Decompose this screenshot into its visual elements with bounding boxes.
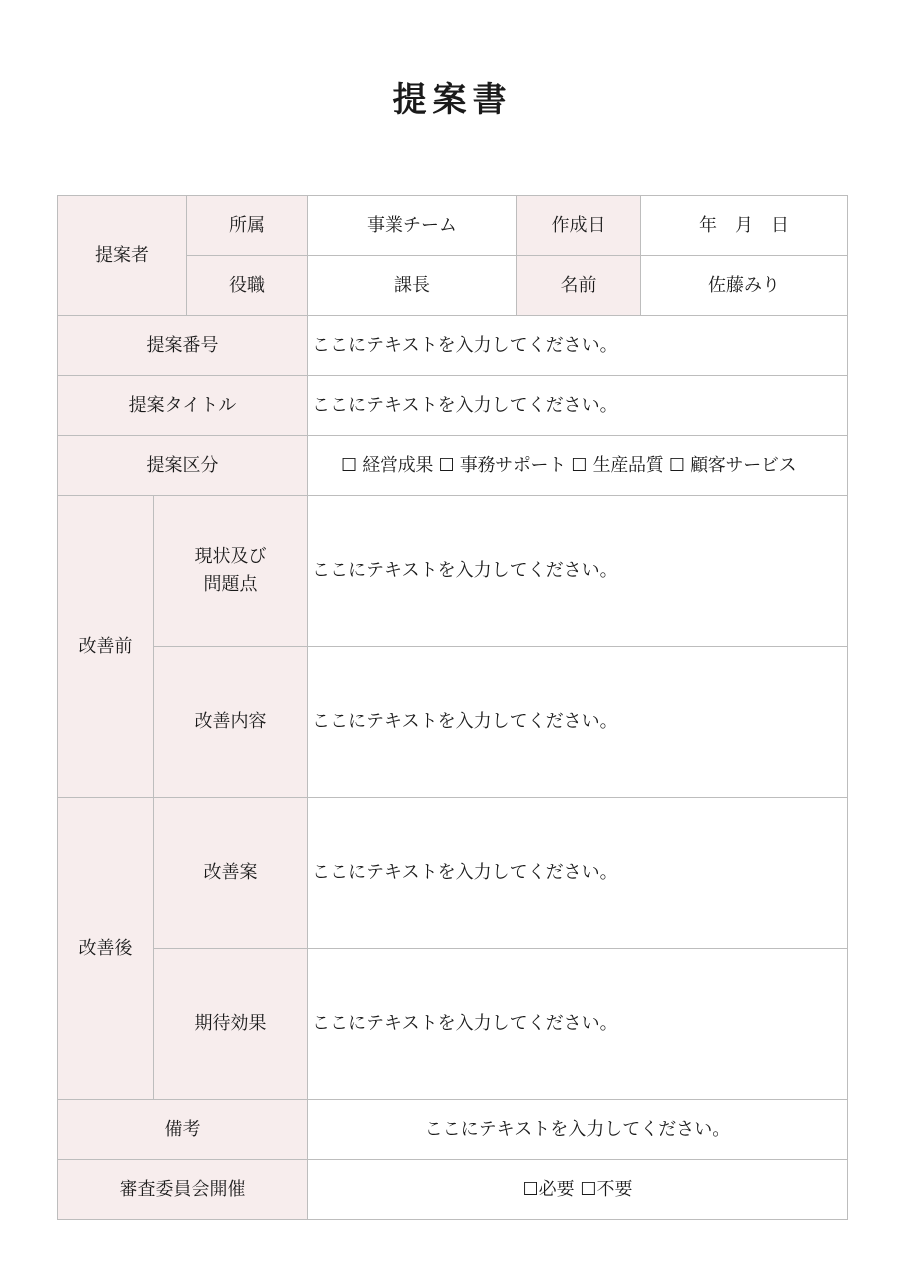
proposal-title-label: 提案タイトル [58,376,308,436]
name-label: 名前 [517,256,641,316]
name-field[interactable]: 佐藤みり [641,256,848,316]
created-date-label: 作成日 [517,196,641,256]
after-improvement-label: 改善後 [58,798,154,1100]
expected-effect-field[interactable]: ここにテキストを入力してください。 [308,949,848,1100]
affiliation-field[interactable]: 事業チーム [308,196,517,256]
improvement-plan-label: 改善案 [154,798,308,949]
position-label: 役職 [187,256,308,316]
proposal-number-row [58,316,848,376]
current-issues-field[interactable]: ここにテキストを入力してください。 [308,496,848,647]
committee-row [58,1160,848,1220]
improvement-plan-field[interactable]: ここにテキストを入力してください。 [308,798,848,949]
position-field[interactable]: 課長 [308,256,517,316]
after-plan-row [58,798,848,949]
proposal-number-label: 提案番号 [58,316,308,376]
proposal-category-label: 提案区分 [58,436,308,496]
affiliation-label: 所属 [187,196,308,256]
proposer-row-1 [58,196,848,256]
remarks-label: 備考 [58,1100,308,1160]
current-issues-label [154,496,308,647]
improvement-content-field[interactable]: ここにテキストを入力してください。 [308,647,848,798]
before-current-row [58,496,848,647]
proposal-title-row [58,376,848,436]
proposer-label: 提案者 [58,196,187,316]
before-improvement-label: 改善前 [58,496,154,798]
improvement-content-label: 改善内容 [154,647,308,798]
current-issues-label-line2: 問題点 [203,574,258,595]
current-issues-label-line1: 現状及び [194,546,267,567]
expected-effect-label: 期待効果 [154,949,308,1100]
proposal-form-table [57,195,848,1220]
after-effect-row [58,949,848,1100]
committee-label: 審査委員会開催 [58,1160,308,1220]
remarks-field[interactable]: ここにテキストを入力してください。 [308,1100,848,1160]
committee-checkboxes[interactable]: ☐必要 ☐不要 [308,1160,848,1220]
document-title: 提案書 [392,80,513,120]
proposal-number-field[interactable]: ここにテキストを入力してください。 [308,316,848,376]
proposal-category-row [58,436,848,496]
proposal-title-field[interactable]: ここにテキストを入力してください。 [308,376,848,436]
proposal-category-checkboxes[interactable]: ☐ 経営成果 ☐ 事務サポート ☐ 生産品質 ☐ 顧客サービス [308,436,848,496]
remarks-row [58,1100,848,1160]
before-content-row [58,647,848,798]
created-date-field[interactable]: 年 月 日 [641,196,848,256]
